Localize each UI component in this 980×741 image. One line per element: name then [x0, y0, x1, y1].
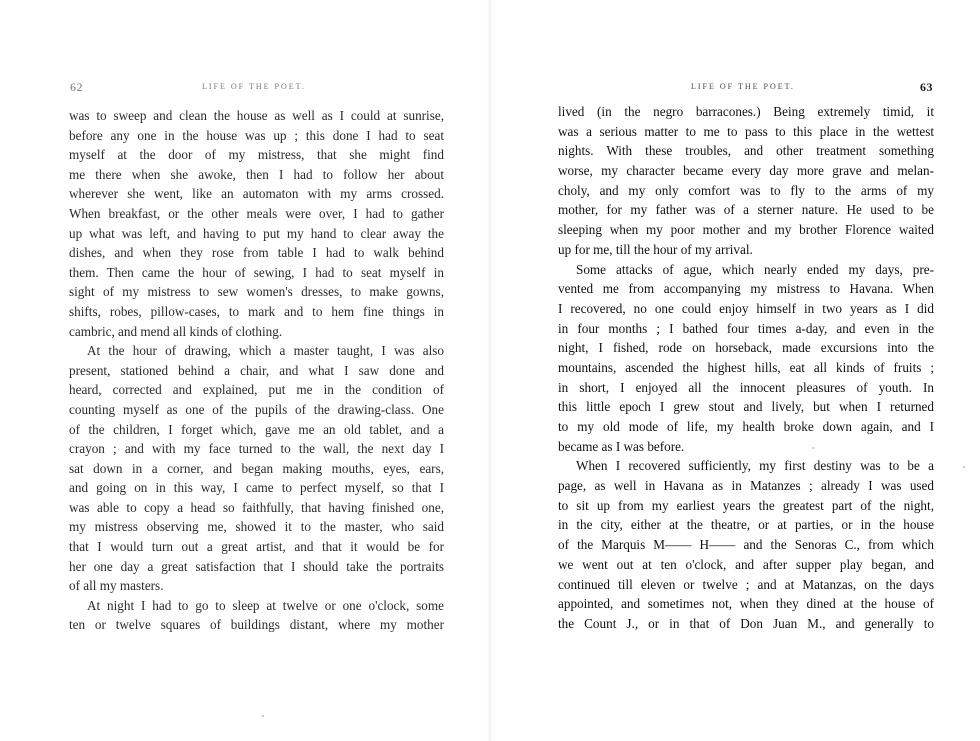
text-line: up for me, till the hour of my arrival. [558, 241, 753, 257]
text-line: vented me from accompanying my mistress to Havana. When [558, 281, 934, 297]
text-line: of the children, I forget which, gave me an old tablet, and a [69, 421, 444, 437]
text-line: sleeping when my poor mother and my brother Florence waited [558, 222, 934, 238]
text-line: them. Then came the hour of sewing, I had to seat myself in [69, 264, 444, 280]
text-line: present, stationed behind a chair, and what I saw done and [69, 362, 444, 378]
text-line: before any one in the house was up ; this done I had to seat [69, 127, 444, 143]
text-line: choly, and my only comfort was to fly to the arms of my [558, 182, 934, 198]
text-line: When I recovered sufficiently, my first destiny was to be a [576, 458, 934, 474]
page-number-right: 63 [920, 80, 933, 94]
text-line: was able to copy a head so faithfully, that having finished one, [69, 499, 444, 515]
text-line: mother, for my father was of a sterner nature. He used to be [558, 202, 934, 218]
text-line: and going on in this way, I came to perfect myself, so that I [69, 480, 444, 496]
text-line: to my old mode of life, my health broke down again, and I [558, 419, 934, 434]
text-line: heard, corrected and explained, put me in the condition of [69, 382, 444, 398]
text-line: sat down in a corner, and began making mouths, eyes, ears, [69, 460, 444, 476]
text-line: page, as well in Havana as in Matanzes ; already I was used [558, 478, 934, 494]
text-line: the Count J., or in that of Don Juan M., and generally to [558, 615, 934, 631]
text-line: At night I had to go to sleep at twelve or one o'clock, some [87, 597, 444, 613]
text-line: mountains, ascended the highest hills, eat all kinds of fruits ; [558, 359, 934, 375]
text-line: this little epoch I grew stout and lively, but when I returned [558, 399, 934, 415]
text-line: her one day a great satisfaction that I should take the portraits [69, 558, 444, 574]
text-line: in the city, either at the theatre, or at parties, or in the house [558, 517, 934, 533]
text-line: of the Marquis M—— H—— and the Senoras C., from which [558, 537, 934, 553]
text-line: sight of my mistress to sew women's dresses, to make gowns, [69, 284, 444, 300]
paper-speck [812, 447, 814, 449]
text-line: night, I fished, rode on horseback, made excursions into the [558, 340, 934, 356]
text-line: my mistress observing me, showed it to the master, who said [69, 519, 444, 535]
text-line: counting myself as one of the pupils of the drawing-class. One [69, 401, 444, 417]
text-line: wherever she went, like an automaton with my arms crossed. [69, 186, 444, 202]
left-page-text [69, 106, 444, 635]
text-line: became as I was before. [558, 438, 685, 454]
text-line: Some attacks of ague, which nearly ended my days, pre- [576, 261, 934, 277]
text-line: that I would turn out a great artist, and that it would be for [69, 539, 444, 555]
text-line: was to sweep and clean the house as well as I could at sunrise, [69, 108, 444, 123]
text-line: up what was left, and having to put my hand to clear away the [69, 225, 444, 241]
text-line: was a serious matter to me to pass to this place in the wettest [558, 123, 934, 139]
text-line: of all my masters. [69, 578, 164, 594]
text-line: me there when she awoke, then I had to follow her about [69, 166, 444, 182]
text-line: we went out at ten o'clock, and after supper play began, and [558, 556, 934, 572]
text-line: in short, I enjoyed all the innocent pleasures of youth. In [558, 379, 934, 395]
text-line: shifts, robes, pillow-cases, to mark and to hem fine things in [69, 303, 444, 319]
text-line: lived (in the negro barracones.) Being extremely timid, it [558, 104, 934, 119]
text-line: dishes, and when they rose from table I had to walk behind [69, 245, 444, 261]
text-line: cambric, and mend all kinds of clothing. [69, 323, 283, 339]
text-line: appointed, and sometimes not, when they dined at the house of [558, 596, 934, 612]
text-line: continued till eleven or twelve ; and at Matanzas, on the days [558, 576, 934, 592]
text-line: crayon ; and with my face turned to the wall, the next day I [69, 441, 444, 457]
text-line: myself at the door of my mistress, that she might find [69, 147, 444, 163]
paper-speck [262, 715, 264, 717]
text-line: When breakfast, or the other meals were over, I had to gather [69, 205, 444, 221]
running-head-right: LIFE OF THE POET. [691, 82, 795, 91]
running-head-left: LIFE OF THE POET. [202, 82, 306, 91]
paper-speck [963, 466, 965, 468]
text-line: ten or twelve squares of buildings distant, where my mother [69, 617, 444, 633]
text-line: in four months ; I bathed four times a-day, and even in the [558, 320, 934, 336]
text-line: I recovered, no one could enjoy himself in two years as I did [558, 300, 934, 316]
text-line: nights. With these troubles, and other treatment something [558, 143, 934, 159]
right-page-text [558, 102, 934, 634]
text-line: At the hour of drawing, which a master taught, I was also [87, 343, 444, 359]
page-number-left: 62 [70, 80, 83, 94]
text-line: to sit up from my earliest years the greatest part of the night, [558, 497, 934, 513]
right-page [490, 0, 980, 741]
text-line: worse, my character became every day more grave and melan- [558, 163, 934, 179]
